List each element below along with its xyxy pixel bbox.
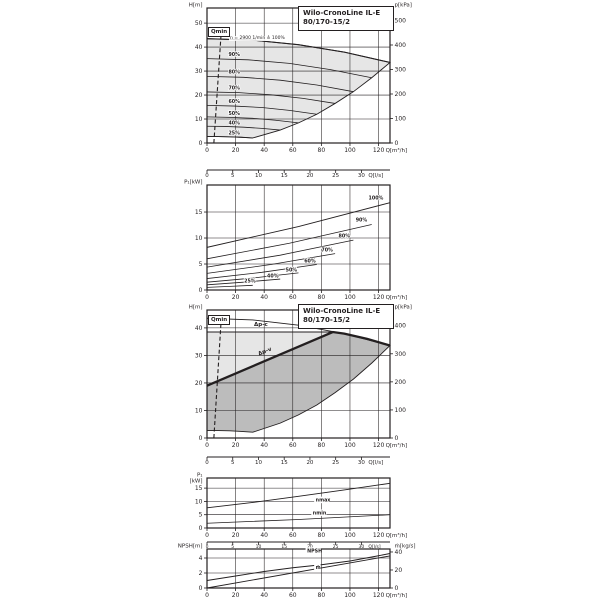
svg-text:120: 120 (372, 294, 385, 301)
svg-text:10: 10 (194, 235, 203, 243)
chart3-title-box (298, 304, 394, 329)
svg-text:40: 40 (260, 147, 269, 154)
svg-text:40: 40 (260, 442, 269, 449)
svg-text:60%: 60% (304, 259, 316, 265)
svg-text:15: 15 (281, 545, 288, 550)
series-60% (207, 265, 317, 279)
svg-text:4: 4 (198, 555, 203, 562)
svg-text:15: 15 (280, 173, 288, 179)
svg-text:60: 60 (288, 592, 297, 599)
svg-text:H[m]: H[m] (188, 2, 203, 9)
svg-text:50%: 50% (285, 268, 298, 274)
svg-text:40: 40 (260, 532, 269, 539)
svg-text:10: 10 (254, 173, 262, 179)
svg-text:400: 400 (394, 322, 406, 330)
svg-text:100: 100 (344, 442, 356, 449)
svg-text:15: 15 (194, 209, 203, 217)
svg-text:100: 100 (344, 592, 356, 599)
svg-text:80%: 80% (338, 234, 351, 240)
svg-text:500: 500 (394, 17, 406, 25)
svg-text:100%: 100% (368, 196, 384, 202)
svg-text:20: 20 (194, 92, 203, 100)
svg-text:20: 20 (306, 460, 314, 466)
svg-text:70%: 70% (321, 248, 333, 254)
svg-text:300: 300 (394, 66, 406, 74)
svg-text:40: 40 (394, 548, 403, 556)
svg-text:120: 120 (372, 147, 385, 154)
svg-text:30: 30 (357, 173, 365, 179)
svg-text:30: 30 (357, 460, 365, 466)
chart-npsh-massflow (178, 544, 416, 600)
svg-text:0: 0 (205, 592, 209, 599)
svg-text:60: 60 (288, 294, 297, 301)
chart-p1-speed-curves (184, 180, 407, 302)
svg-text:Q[m³/h]: Q[m³/h] (385, 533, 408, 539)
svg-text:ṁ[kg/s]: ṁ[kg/s] (394, 543, 416, 550)
svg-text:5: 5 (198, 261, 203, 269)
svg-text:20: 20 (231, 592, 240, 599)
svg-text:0: 0 (205, 545, 209, 550)
svg-text:120: 120 (372, 532, 385, 539)
dp-c-label: Δp-c (254, 322, 268, 328)
svg-text:90%: 90% (355, 218, 368, 224)
svg-text:Q[m³/h]: Q[m³/h] (385, 148, 408, 154)
svg-text:0: 0 (198, 525, 203, 532)
svg-text:5: 5 (231, 545, 235, 550)
svg-text:50: 50 (194, 20, 203, 28)
svg-text:20: 20 (231, 532, 240, 539)
svg-text:40%: 40% (228, 121, 240, 127)
svg-text:5: 5 (230, 460, 235, 466)
svg-text:25: 25 (332, 460, 340, 466)
svg-text:0: 0 (205, 442, 209, 449)
svg-text:25: 25 (332, 545, 339, 550)
svg-text:25%: 25% (244, 279, 256, 285)
svg-text:NPSH[m]: NPSH[m] (177, 543, 203, 550)
svg-text:40: 40 (260, 592, 269, 599)
qmin-label-chart1: Qmin (208, 27, 230, 37)
svg-text:25%: 25% (228, 131, 240, 137)
svg-text:P₁: P₁ (196, 472, 203, 479)
svg-text:25: 25 (332, 173, 340, 179)
svg-text:0: 0 (394, 585, 399, 592)
svg-text:p[kPa]: p[kPa] (394, 304, 412, 311)
svg-text:Q[l/s]: Q[l/s] (368, 545, 381, 550)
svg-text:nmin: nmin (312, 511, 327, 517)
svg-text:100: 100 (344, 294, 356, 301)
svg-text:0: 0 (198, 287, 203, 294)
svg-text:Q[l/s]: Q[l/s] (368, 173, 384, 179)
chart-p1-max-min (190, 473, 408, 551)
svg-text:30: 30 (194, 68, 203, 76)
svg-text:100: 100 (344, 147, 356, 154)
svg-text:120: 120 (372, 442, 385, 449)
svg-text:0: 0 (198, 585, 203, 592)
dp-v-label: Δp-v (257, 346, 273, 358)
svg-text:20: 20 (231, 442, 240, 449)
svg-text:Q[m³/h]: Q[m³/h] (385, 593, 408, 599)
svg-text:100: 100 (344, 532, 356, 539)
pump-name-line1: Wilo-CronoLine IL-E (303, 307, 381, 315)
svg-text:ṁ: ṁ (315, 566, 321, 572)
svg-text:100: 100 (394, 115, 406, 123)
chart1-title-box (298, 6, 394, 31)
pump-name-line2: 80/170-15/2 (303, 18, 350, 27)
series-25% (207, 285, 253, 287)
svg-text:70%: 70% (228, 86, 240, 92)
series-NPSH (207, 554, 390, 581)
series-nmin (207, 515, 390, 524)
qmin-label-chart3: Qmin (208, 315, 230, 325)
svg-text:0: 0 (198, 140, 203, 147)
svg-text:5: 5 (230, 173, 235, 179)
svg-text:50%: 50% (228, 111, 240, 117)
svg-text:NPSH: NPSH (307, 549, 323, 555)
svg-text:0: 0 (394, 140, 399, 147)
svg-text:100: 100 (394, 406, 406, 414)
svg-text:300: 300 (394, 350, 406, 358)
svg-text:0: 0 (205, 294, 209, 301)
svg-text:60: 60 (288, 442, 297, 449)
svg-text:120: 120 (372, 592, 385, 599)
svg-text:15: 15 (280, 460, 288, 466)
svg-text:200: 200 (394, 90, 406, 98)
svg-text:30: 30 (194, 352, 203, 360)
svg-text:80: 80 (317, 147, 326, 154)
svg-text:60: 60 (288, 532, 297, 539)
svg-text:Q[m³/h]: Q[m³/h] (385, 295, 408, 301)
pump-name-line2: 80/170-15/2 (303, 316, 350, 325)
svg-text:5: 5 (198, 511, 203, 519)
series-nmax (207, 483, 390, 507)
svg-text:80: 80 (317, 442, 326, 449)
svg-text:0: 0 (394, 435, 399, 442)
series-ṁ (207, 556, 390, 588)
svg-text:400: 400 (394, 41, 406, 49)
svg-text:[kW]: [kW] (189, 478, 203, 485)
svg-text:60: 60 (288, 147, 297, 154)
svg-text:10: 10 (255, 545, 262, 550)
pump-name-line1: Wilo-CronoLine IL-E (303, 9, 381, 17)
svg-text:10: 10 (194, 116, 203, 124)
speed-100pct-note: n = 2900 1/min ≙ 100% (230, 36, 285, 41)
svg-text:p[kPa]: p[kPa] (394, 2, 412, 9)
svg-text:10: 10 (194, 498, 203, 506)
svg-text:90%: 90% (228, 52, 240, 58)
svg-text:0: 0 (198, 435, 203, 442)
svg-text:Q[l/s]: Q[l/s] (368, 460, 384, 466)
svg-text:P₁[kW]: P₁[kW] (184, 179, 203, 186)
svg-text:nmax: nmax (315, 498, 331, 504)
svg-text:30: 30 (358, 545, 365, 550)
svg-text:40: 40 (194, 44, 203, 52)
svg-text:20: 20 (306, 173, 314, 179)
svg-text:2: 2 (198, 570, 203, 577)
svg-text:40: 40 (260, 294, 269, 301)
svg-text:80: 80 (317, 532, 326, 539)
series-100% (207, 203, 390, 248)
svg-text:H[m]: H[m] (188, 304, 203, 311)
svg-text:0: 0 (205, 460, 209, 466)
svg-text:80: 80 (317, 592, 326, 599)
svg-text:200: 200 (394, 378, 406, 386)
svg-text:20: 20 (231, 294, 240, 301)
svg-text:0: 0 (205, 173, 209, 179)
svg-text:20: 20 (194, 379, 203, 387)
svg-text:40: 40 (194, 324, 203, 332)
svg-text:20: 20 (394, 566, 403, 574)
svg-text:10: 10 (194, 407, 203, 415)
svg-text:Q[m³/h]: Q[m³/h] (385, 443, 408, 449)
svg-text:80: 80 (317, 294, 326, 301)
svg-text:40%: 40% (267, 274, 279, 280)
svg-text:0: 0 (205, 147, 209, 154)
svg-text:10: 10 (254, 460, 262, 466)
svg-text:60%: 60% (228, 100, 240, 106)
svg-text:15: 15 (194, 485, 203, 493)
svg-text:0: 0 (205, 532, 209, 539)
svg-text:80%: 80% (228, 70, 240, 76)
svg-text:20: 20 (231, 147, 240, 154)
